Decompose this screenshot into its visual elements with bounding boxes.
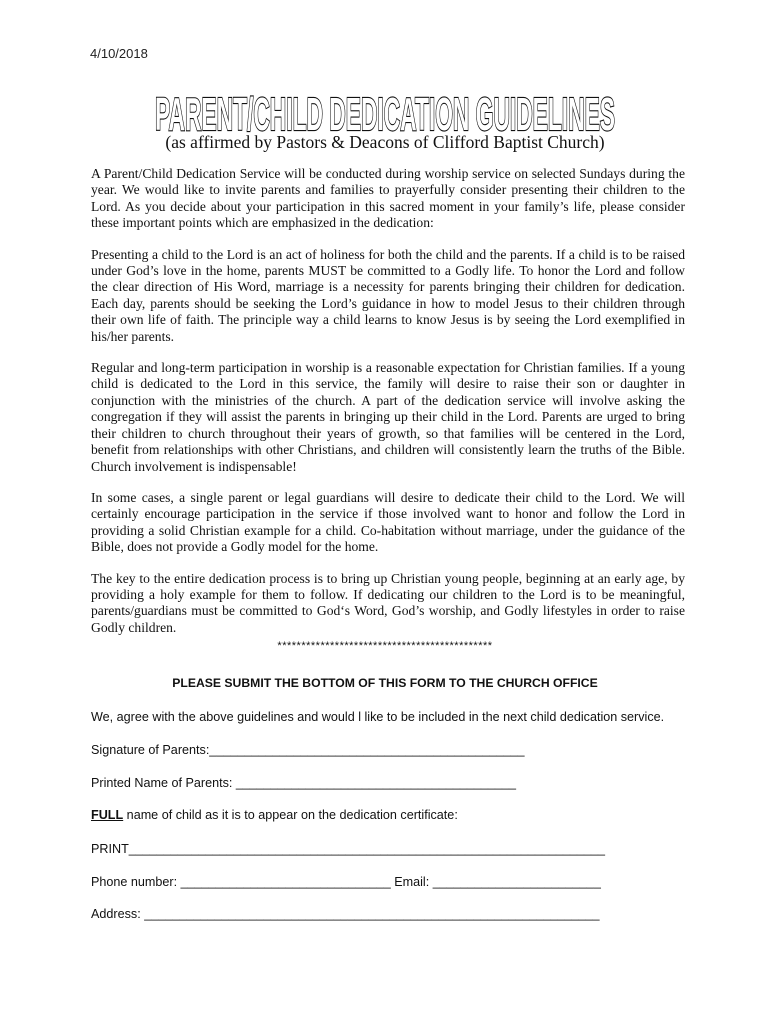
- paragraph-holiness: Presenting a child to the Lord is an act of holiness for both the child and the parents. If a child is to be raised under God’s love in the home, parents MUST be committed to a Godly life. To honor the Lord and follow the clear direction of His Word, marriage is a necessity for parents bringing their children for dedication. Each day, parents should be seeking the Lord’s guidance in how to model Jesus to their children through their own life of faith. The principle way a child learns to know Jesus is by seeing the Lord exemplified in his/her parents.: [91, 246, 685, 344]
- document-date: 4/10/2018: [90, 46, 148, 61]
- paragraph-single-parent: In some cases, a single parent or legal guardians will desire to dedicate their child to the Lord. We will certainly encourage participation in the service if those involved want to honor and follow the Lord in providing a solid Christian example for a child. Co-habitation without marriage, under the guidance of the Bible, does not provide a Godly model for the home.: [91, 489, 685, 555]
- paragraph-worship: Regular and long-term participation in worship is a reasonable expectation for Christian families. If a young child is dedicated to the Lord in this service, the family will desire to raise their son or daughter in conjunction with the ministries of the church. A part of the dedication service will involve asking the congregation if they will assist the parents in bringing up their child in the Lord. Parents are urged to bring their children to church throughout their years of growth, so that families will be centered in the Lord, benefit from relationships with other Christians, and children will consistently learn the truths of the Bible. Church involvement is indispensable!: [91, 360, 685, 474]
- paragraph-intro: A Parent/Child Dedication Service will be conducted during worship service on selected Sundays during the year. We would like to invite parents and families to prayerfully consider presenting their children to the Lord. As you decide about your participation in this sacred moment in your family’s life, please consider these important points which are emphasized in the dedication:: [91, 166, 685, 231]
- full-name-text: name of child as it is to appear on the dedication certificate:: [123, 808, 458, 822]
- guidelines-body: [91, 166, 685, 651]
- print-name-field[interactable]: PRINT____________________________________________________________________: [91, 842, 606, 856]
- full-name-instruction: [91, 808, 458, 822]
- printed-name-field[interactable]: Printed Name of Parents: ________________________________________: [91, 776, 517, 790]
- page-title-text: PARENT/CHILD DEDICATION GUIDELINES: [155, 88, 615, 140]
- signature-field[interactable]: Signature of Parents:_____________________________________________: [91, 743, 525, 757]
- separator-line: *********************************************: [277, 640, 493, 652]
- address-field[interactable]: Address: _________________________________________________________________: [91, 907, 600, 921]
- phone-email-field[interactable]: Phone number: ______________________________ Email: ________________________: [91, 875, 601, 889]
- subtitle: (as affirmed by Pastors & Deacons of Clifford Baptist Church): [165, 132, 605, 152]
- agreement-statement: We, agree with the above guidelines and would l like to be included in the next child dedication service.: [91, 710, 665, 724]
- full-emphasis: FULL: [91, 808, 124, 822]
- submit-heading: PLEASE SUBMIT THE BOTTOM OF THIS FORM TO THE CHURCH OFFICE: [172, 676, 598, 690]
- paragraph-key: The key to the entire dedication process is to bring up Christian young people, beginning at an early age, by providing a holy example for them to follow. If dedicating our children to the Lord is to be meaningful, parents/guardians must be committed to God‘s Word, God’s worship, and Godly lifestyles in order to raise Godly children.: [91, 570, 685, 635]
